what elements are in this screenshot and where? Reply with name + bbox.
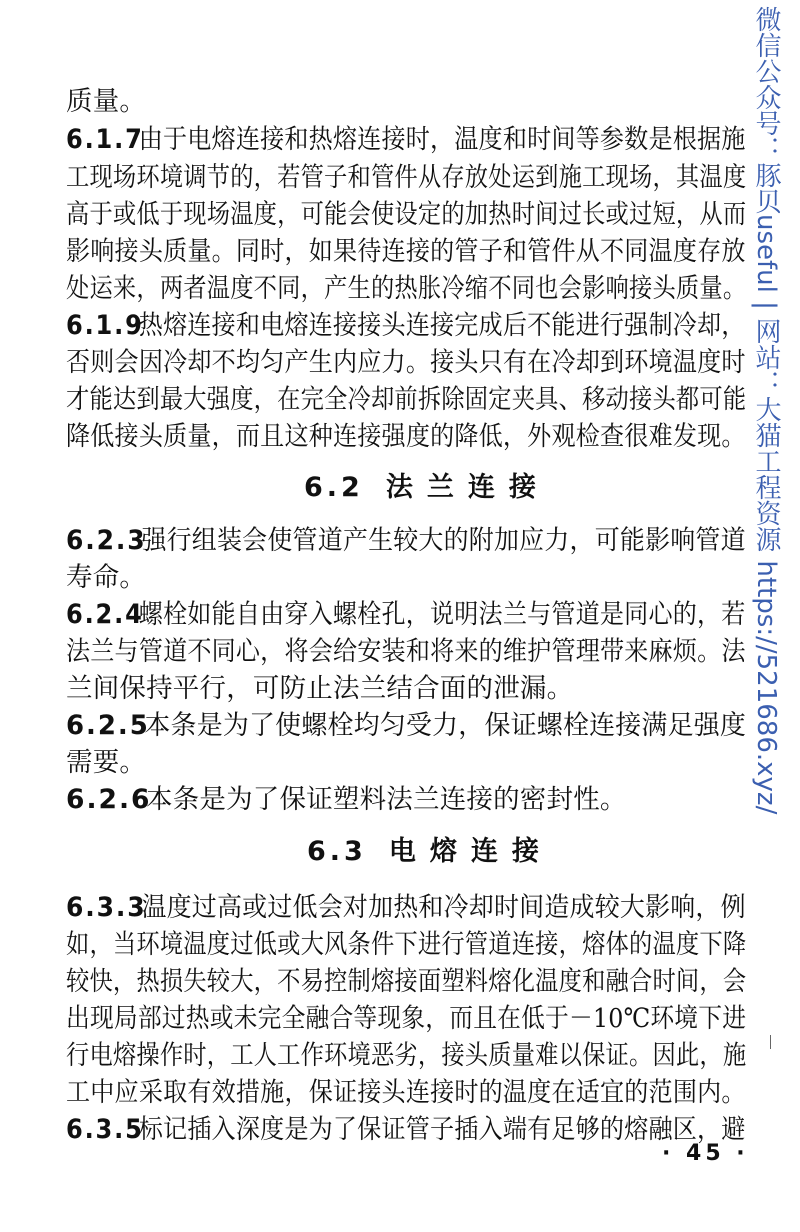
clause-number: 6.2.4 bbox=[66, 599, 144, 630]
watermark-text: 微信公众号：豚贝useful | 网站：大猫工程资源 https://521686.xyz/ bbox=[751, 6, 781, 815]
body-line: 需要。 bbox=[66, 747, 147, 778]
body-line: 工现场环境调节的，若管子和管件从存放处运到施工现场，其温度 bbox=[66, 162, 747, 193]
body-line: 如，当环境温度过低或大风条件下进行管道连接，熔体的温度下降 bbox=[66, 929, 747, 960]
clause-number: 6.3.5 bbox=[66, 1114, 144, 1145]
scan-mark bbox=[770, 1035, 771, 1049]
clause-6-1-7: 6.1.7由于电熔连接和热熔连接时，温度和时间等参数是根据施 bbox=[66, 124, 746, 155]
section-heading-6-3: 6.3 电熔连接 bbox=[307, 836, 553, 867]
clause-6-3-5: 6.3.5标记插入深度是为了保证管子插入端有足够的熔融区，避 bbox=[66, 1114, 746, 1145]
clause-number: 6.3.3 bbox=[66, 892, 147, 923]
body-line: 高于或低于现场温度，可能会使设定的加热时间过长或过短，从而 bbox=[66, 199, 747, 230]
body-line: 行电熔操作时，工人工作环境恶劣，接头质量难以保证。因此，施 bbox=[66, 1040, 747, 1071]
body-line: 兰间保持平行，可防止法兰结合面的泄漏。 bbox=[66, 673, 574, 704]
clause-number: 6.2.6 bbox=[66, 784, 152, 815]
clause-6-2-5: 6.2.5本条是为了使螺栓均匀受力，保证螺栓连接满足强度 bbox=[66, 710, 747, 741]
body-line: 较快，热损失较大，不易控制熔接面塑料熔化温度和融合时间，会 bbox=[66, 966, 747, 997]
body-line: 降低接头质量，而且这种连接强度的降低，外观检查很难发现。 bbox=[66, 421, 746, 452]
section-heading-6-2: 6.2 法兰连接 bbox=[304, 472, 550, 503]
clause-6-3-3: 6.3.3温度过高或过低会对加热和冷却时间造成较大影响，例 bbox=[66, 892, 746, 923]
body-line: 法兰与管道不同心，将会给安装和将来的维护管理带来麻烦。法 bbox=[66, 636, 746, 667]
body-line: 处运来，两者温度不同，产生的热胀冷缩不同也会影响接头质量。 bbox=[66, 273, 747, 304]
clause-number: 6.2.5 bbox=[66, 710, 150, 741]
clause-6-1-9: 6.1.9热熔连接和电熔连接接头连接完成后不能进行强制冷却， bbox=[66, 310, 746, 341]
body-line: 质量。 bbox=[66, 86, 147, 117]
body-line: 出现局部过热或未完全融合等现象，而且在低于－10℃环境下进 bbox=[66, 1003, 747, 1034]
clause-number: 6.2.3 bbox=[66, 525, 147, 556]
clause-6-2-3: 6.2.3强行组装会使管道产生较大的附加应力，可能影响管道 bbox=[66, 525, 746, 556]
body-line: 工中应采取有效措施，保证接头连接时的温度在适宜的范围内。 bbox=[66, 1077, 746, 1108]
clause-number: 6.1.9 bbox=[66, 310, 144, 341]
body-line: 否则会因冷却不均匀产生内应力。接头只有在冷却到环境温度时 bbox=[66, 347, 746, 378]
page-number: · 45 · bbox=[662, 1141, 749, 1166]
body-line: 影响接头质量。同时，如果待连接的管子和管件从不同温度存放 bbox=[66, 236, 746, 267]
clause-6-2-4: 6.2.4螺栓如能自由穿入螺栓孔，说明法兰与管道是同心的，若 bbox=[66, 599, 746, 630]
clause-6-2-6: 6.2.6本条是为了保证塑料法兰连接的密封性。 bbox=[66, 784, 627, 815]
body-line: 才能达到最大强度，在完全冷却前拆除固定夹具、移动接头都可能 bbox=[66, 384, 747, 415]
body-line: 寿命。 bbox=[66, 562, 147, 593]
clause-number: 6.1.7 bbox=[66, 124, 144, 155]
